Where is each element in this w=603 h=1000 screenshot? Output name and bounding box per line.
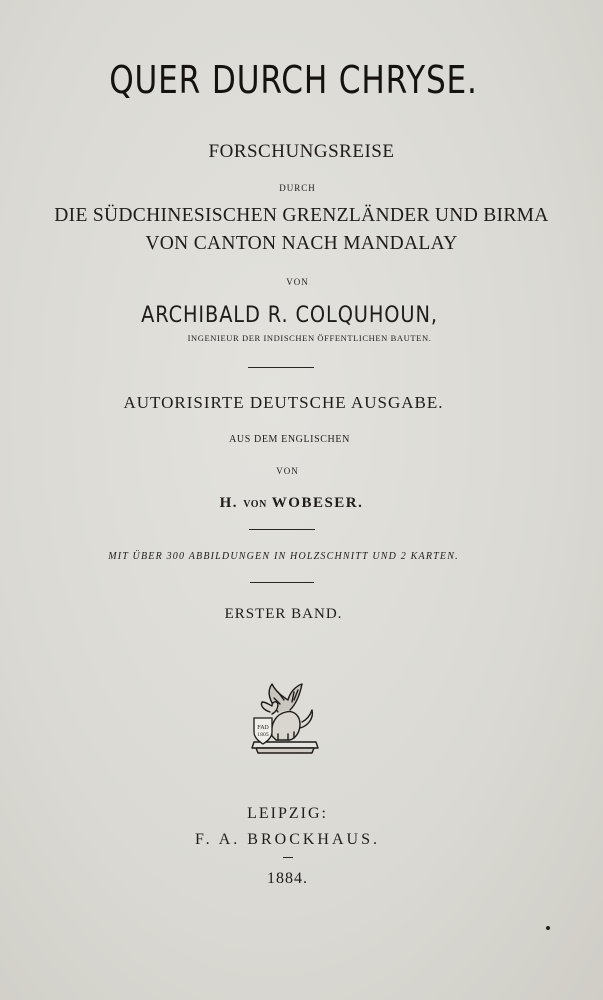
publication-year: 1884. (267, 870, 308, 887)
paper-speck (546, 926, 550, 930)
author-role: INGENIEUR DER INDISCHEN ÖFFENTLICHEN BAUTEN. (187, 333, 432, 343)
divider-rule-3 (250, 582, 314, 583)
griffin-publisher-emblem-icon (248, 678, 324, 756)
divider-rule-2 (249, 529, 315, 530)
edition-label: AUTORISIRTE DEUTSCHE AUSGABE. (123, 393, 444, 412)
translator-surname: WOBESER. (271, 495, 364, 511)
author-name: ARCHIBALD R. COLQUHOUN, (141, 303, 438, 328)
translator-particle: VON (243, 499, 267, 510)
von-label-author: VON (286, 277, 309, 287)
divider-rule-4 (283, 857, 293, 858)
svg-text:1805: 1805 (257, 733, 269, 738)
translator-initial: H. (219, 495, 239, 511)
divider-rule-1 (248, 367, 314, 368)
durch-label: DURCH (279, 183, 316, 193)
book-title: QUER DURCH CHRYSE. (109, 58, 478, 102)
book-subtitle: FORSCHUNGSREISE (208, 141, 395, 162)
von-label-translator: VON (276, 466, 299, 476)
publication-place: LEIPZIG: (247, 805, 328, 822)
region-line-2: VON CANTON NACH MANDALAY (145, 233, 458, 254)
translator-name (0, 495, 593, 512)
volume-label: ERSTER BAND. (224, 606, 343, 622)
translated-from-label: AUS DEM ENGLISCHEN (229, 434, 350, 445)
publisher-name: F. A. BROCKHAUS. (195, 831, 380, 848)
svg-text:FAD: FAD (257, 725, 269, 731)
illustrations-note: MIT ÜBER 300 ABBILDUNGEN IN HOLZSCHNITT UND 2 KARTEN. (108, 551, 459, 562)
region-line-1: DIE SÜDCHINESISCHEN GRENZLÄNDER UND BIRMA (54, 205, 549, 226)
